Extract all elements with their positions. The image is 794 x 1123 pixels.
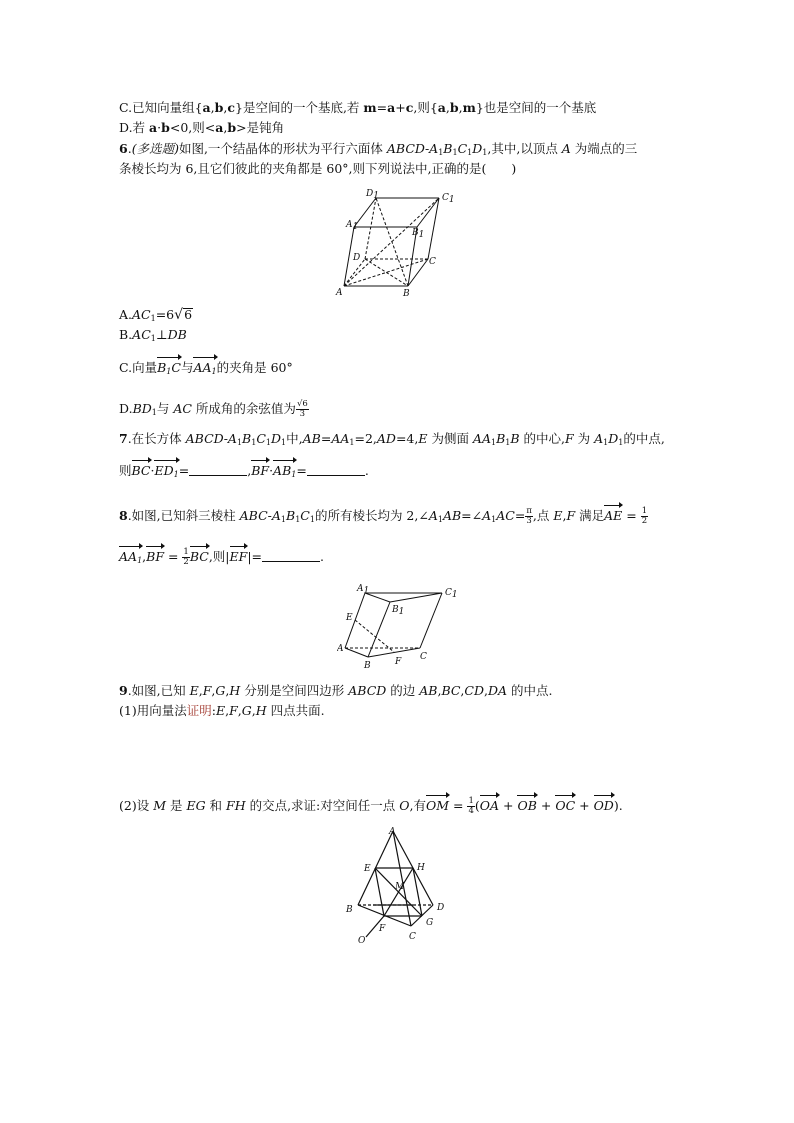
label-b1: B1 bbox=[392, 605, 405, 617]
label-a: A bbox=[389, 827, 396, 837]
figure-tetrahedron bbox=[343, 825, 453, 950]
q6-option-b: $B.AC_1\perp DB$ bbox=[119, 327, 187, 343]
label-c1: C1 bbox=[445, 588, 458, 600]
q8-stem: 8.如图,已知斜三棱柱 ABC-$A_1B_1C_1$的所有棱长均为 $2,\angle A_1AB=\angle A_1AC=$ $\frac{\pi}{3}$ ,点 E,F 满足AE = $\frac{1}{2}$ bbox=[119, 506, 648, 526]
label-c: C bbox=[409, 932, 416, 942]
q9-part2: (2)设 M 是 EG 和 FH 的交点,求证:对空间任一点 O,有OM = $\frac{1}{4}$ (OA + OB + OC + OD). bbox=[119, 796, 623, 816]
q7-ask: 则$BC\cdot ED_1= ,BF\cdot AB_1=$ . bbox=[119, 463, 369, 483]
q7-stem: 7.在长方体 ABCD-$A_1B_1C_1D_1$中$,AB=AA_1=2,AD=4,E$ 为侧面 $AA_1B_1B$ 的中心,F 为 $A_1D_1$的中点, bbox=[119, 431, 665, 447]
q6-stem-line1: 6.(多选题)如图,一个结晶体的形状为平行六面体 ABCD-$A_1B_1C_1D_1$,其中,以顶点 A 为端点的三 bbox=[119, 141, 638, 157]
label-m: M bbox=[395, 882, 405, 892]
q6-option-c: C.向量$B_1C$与$AA_1$的夹角是 60° bbox=[119, 360, 293, 380]
label-c1: C1 bbox=[442, 193, 455, 205]
q6-option-d: $D.BD_1$与 AC 所成角的余弦值为 $\frac{√6}{3}$ bbox=[119, 399, 308, 419]
label-g: G bbox=[426, 918, 434, 928]
label-o: O bbox=[358, 936, 366, 946]
label-b: B bbox=[364, 661, 371, 670]
label-a1: A1 bbox=[346, 220, 359, 232]
label-b: B bbox=[346, 905, 353, 915]
q6-stem-line2: 条棱长均为 6,且它们彼此的夹角都是 60°,则下列说法中,正确的是( ) bbox=[119, 161, 517, 176]
label-b: B bbox=[403, 289, 410, 298]
q6-option-a: $A.AC_1=6√6$ bbox=[119, 307, 193, 323]
label-c: C bbox=[420, 652, 427, 662]
q7-blank-2[interactable] bbox=[307, 463, 365, 476]
figure-parallelepiped bbox=[330, 183, 470, 298]
label-h: H bbox=[417, 863, 425, 873]
q7-blank-1[interactable] bbox=[189, 463, 247, 476]
label-d: D bbox=[353, 253, 361, 263]
label-a: A bbox=[337, 644, 344, 654]
q9-stem: 9.如图,已知 E,F,G,H 分别是空间四边形 ABCD 的边 AB,BC,CD,DA 的中点. bbox=[119, 683, 553, 698]
figure-prism bbox=[337, 580, 467, 670]
label-c: C bbox=[429, 257, 436, 267]
label-f: F bbox=[379, 924, 386, 934]
q5-option-d: D.若 a·b<0,则<a,b>是钝角 bbox=[119, 120, 285, 135]
label-d1: D1 bbox=[366, 189, 379, 201]
q8-blank[interactable] bbox=[262, 549, 320, 562]
label-b1: B1 bbox=[412, 228, 425, 240]
q8-ask: $AA_1,BF$ = $\frac{1}{2}$ BC,则|EF|= . bbox=[119, 547, 324, 567]
label-e: E bbox=[346, 613, 353, 623]
label-e: E bbox=[364, 864, 371, 874]
label-a1: A1 bbox=[357, 584, 370, 596]
label-a: A bbox=[336, 288, 343, 298]
label-d: D bbox=[437, 903, 445, 913]
q9-part1: (1)用向量法证明:E,F,G,H 四点共面. bbox=[119, 703, 325, 718]
q5-option-c: C.已知向量组{a,b,c}是空间的一个基底,若 m=a+c,则{a,b,m}也是空间的一个基底 bbox=[119, 100, 597, 115]
label-f: F bbox=[395, 657, 402, 667]
